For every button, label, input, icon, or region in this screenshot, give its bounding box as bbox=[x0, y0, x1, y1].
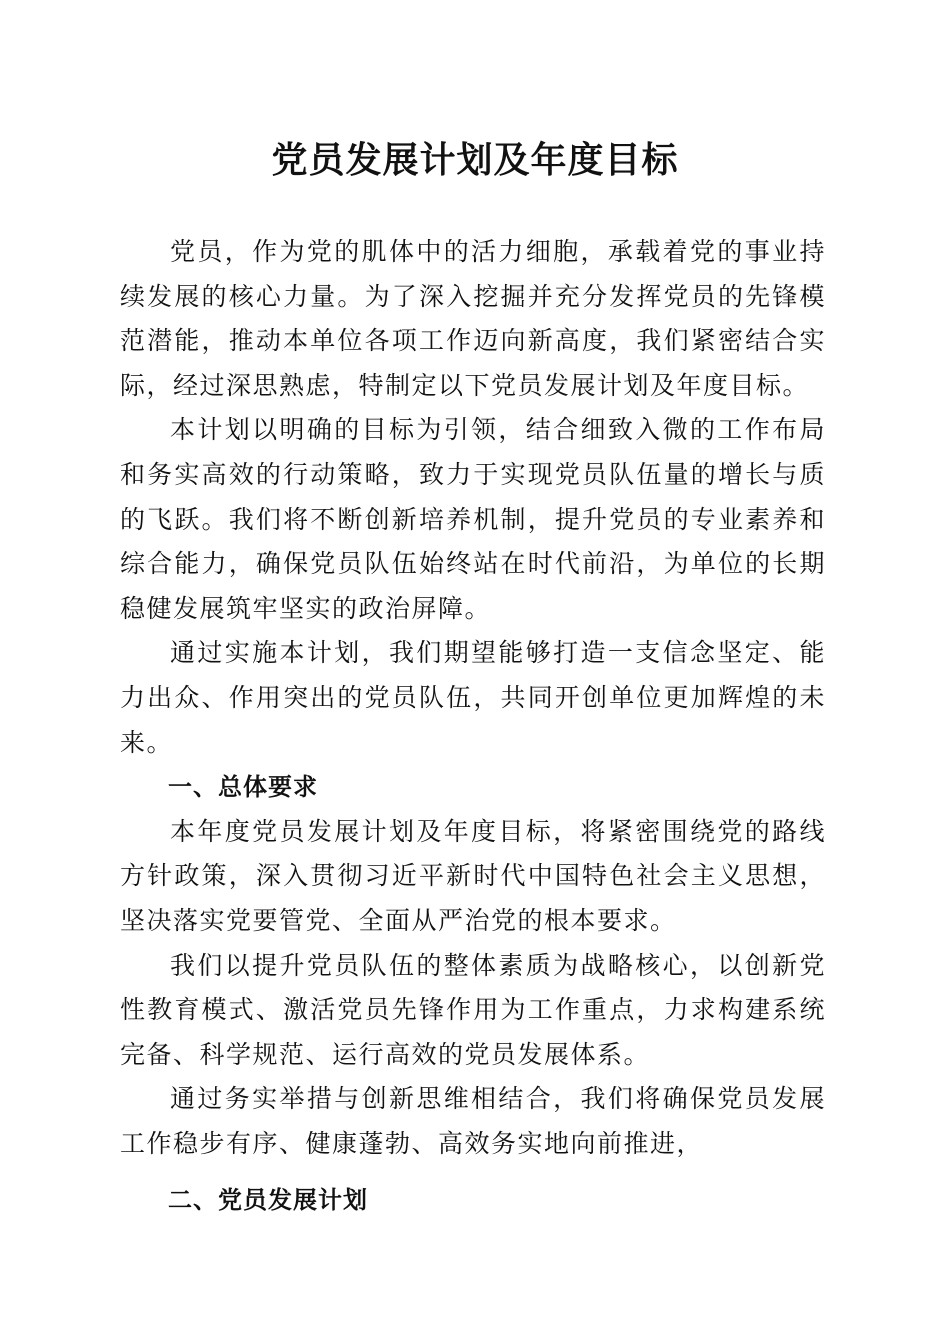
section-heading-general-requirements: 一、总体要求 bbox=[168, 773, 318, 802]
section1-paragraph-1: 本年度党员发展计划及年度目标，将紧密围绕党的路线方针政策，深入贯彻习近平新时代中国特色社会主义思想，坚决落实党要管党、全面从严治党的根本要求。 bbox=[120, 816, 826, 935]
section1-paragraph-3: 通过务实举措与创新思维相结合，我们将确保党员发展工作稳步有序、健康蓬勃、高效务实地向前推进， bbox=[120, 1084, 826, 1158]
section1-paragraph-2: 我们以提升党员队伍的整体素质为战略核心，以创新党性教育模式、激活党员先锋作用为工作重点，力求构建系统完备、科学规范、运行高效的党员发展体系。 bbox=[120, 950, 826, 1069]
document-body bbox=[120, 230, 826, 1223]
intro-paragraph-2: 本计划以明确的目标为引领，结合细致入微的工作布局和务实高效的行动策略，致力于实现党员队伍量的增长与质的飞跃。我们将不断创新培养机制，提升党员的专业素养和综合能力，确保党员队伍始终站在时代前沿，为单位的长期稳健发展筑牢坚实的政治屏障。 bbox=[120, 415, 826, 623]
intro-paragraph-1: 党员，作为党的肌体中的活力细胞，承载着党的事业持续发展的核心力量。为了深入挖掘并充分发挥党员的先锋模范潜能，推动本单位各项工作迈向新高度，我们紧密结合实际，经过深思熟虑，特制定以下党员发展计划及年度目标。 bbox=[120, 237, 826, 400]
document-title: 党员发展计划及年度目标 bbox=[271, 139, 679, 181]
section-heading-development-plan: 二、党员发展计划 bbox=[168, 1186, 368, 1215]
intro-paragraph-3: 通过实施本计划，我们期望能够打造一支信念坚定、能力出众、作用突出的党员队伍，共同开创单位更加辉煌的未来。 bbox=[120, 638, 826, 757]
